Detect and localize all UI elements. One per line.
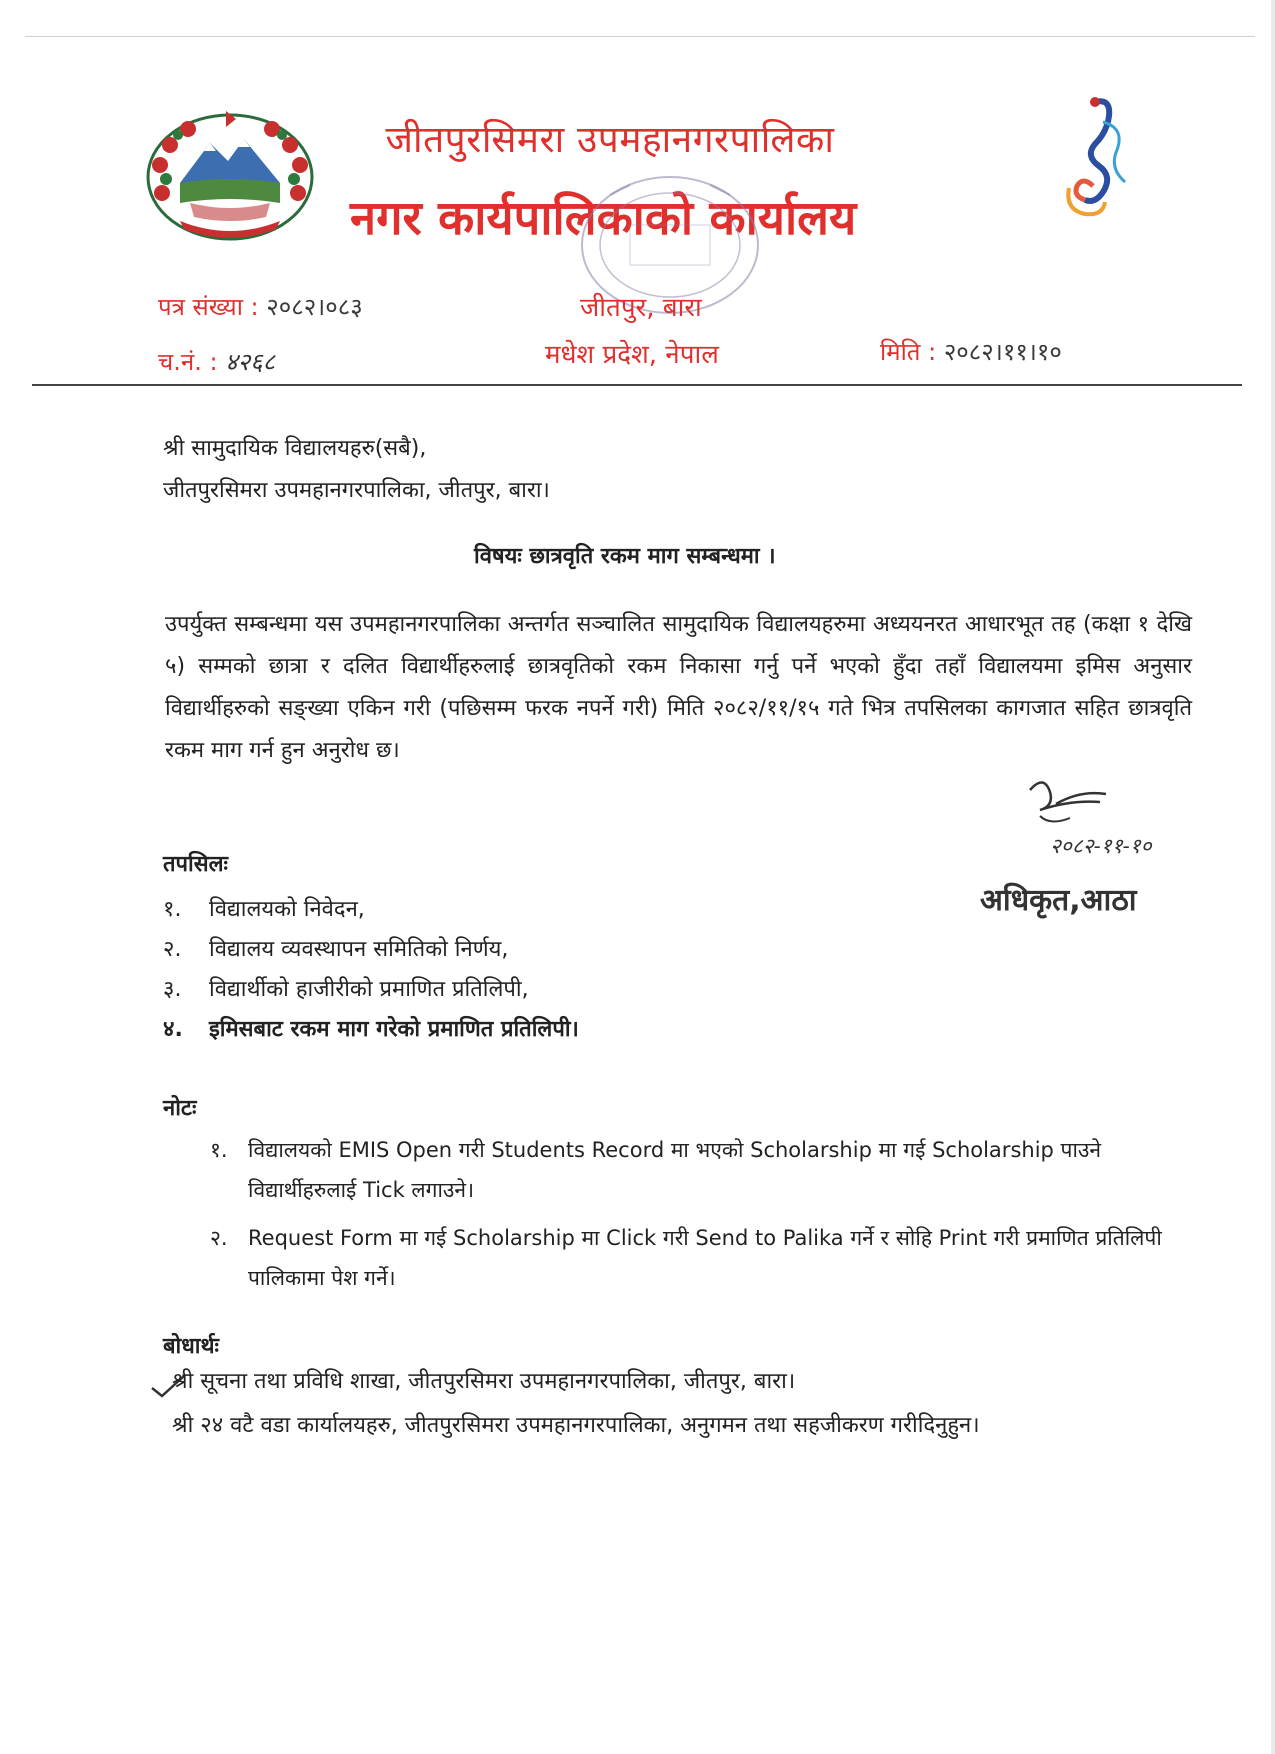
list-item: ३. विद्यार्थीको हाजीरीको प्रमाणित प्रतिलिपी, (163, 977, 529, 1002)
letter-body: उपर्युक्त सम्बन्धमा यस उपमहानगरपालिका अन्तर्गत सञ्चालित सामुदायिक विद्यालयहरुमा अध्ययनरत आधारभूत तह (कक्षा १ देखि ५) सम्मको छात्रा र दलित विद्यार्थीहरुलाई छात्रवृतिको रकम निकासा गर्नु पर्ने भएको हुँदा तहाँ विद्यालयमा इमिस अनुसार विद्यार्थीहरुको सङ्ख्या एकिन गरी (पछिसम्म फरक नपर्ने गरी) मिति २०८२/११/१५ गते भित्र तपसिलका कागजात सहित छात्रवृति रकम माग गर्न हुन अनुरोध छ। (165, 612, 1192, 763)
cc-label: बोधार्थः (163, 1334, 219, 1359)
recipient-line-1: श्री सामुदायिक विद्यालयहरु(सबै), (163, 436, 427, 461)
list-item: १. विद्यालयको निवेदन, (163, 897, 365, 922)
list-item: २. विद्यालय व्यवस्थापन समितिको निर्णय, (163, 937, 509, 962)
dispatch-number-value: ४२६८ (225, 348, 276, 376)
signatory-title: अधिकृत,आठा (980, 883, 1137, 918)
office-province: मधेश प्रदेश, नेपाल (545, 340, 719, 370)
list-item: २. Request Form मा गई Scholarship मा Click गरी Send to Palika गर्ने र सोहि Print गरी प्रमाणित प्रतिलिपी पालिकामा पेश गर्ने। (210, 1226, 1162, 1290)
header-divider (32, 384, 1242, 386)
notes-label: नोटः (163, 1096, 197, 1121)
list-item: ४. इमिसबाट रकम माग गरेको प्रमाणित प्रतिलिपी। (163, 1017, 579, 1042)
letter-date-value: २०८२।११।१० (943, 338, 1062, 366)
dispatch-number-label: च.नं. : (158, 348, 218, 376)
letter-date-label: मिति : (880, 338, 937, 366)
cc-line-2: श्री २४ वटै वडा कार्यालयहरु, जीतपुरसिमरा उपमहानगरपालिका, अनुगमन तथा सहजीकरण गरीदिनुहुन। (172, 1413, 980, 1438)
cc-line-1: श्री सूचना तथा प्रविधि शाखा, जीतपुरसिमरा उपमहानगरपालिका, जीतपुर, बारा। (172, 1369, 796, 1394)
scan-edge (1271, 0, 1275, 1754)
top-scan-line (25, 36, 1255, 37)
office-city: जीतपुर, बारा (580, 293, 702, 323)
office-title: नगर कार्यपालिकाको कार्यालय (350, 191, 857, 246)
list-item: १. विद्यालयको EMIS Open गरी Students Record मा भएको Scholarship मा गई Scholarship पाउने विद्यार्थीहरुलाई Tick लगाउने। (210, 1138, 1102, 1202)
nepal-emblem-icon (140, 105, 320, 245)
letter-number-label: पत्र संख्या : (158, 293, 259, 321)
letter-date (880, 335, 1062, 368)
dispatch-number (158, 345, 275, 378)
notes-list (210, 1130, 1200, 1306)
municipality-title: जीतपुरसिमरा उपमहानगरपालिका (385, 118, 835, 161)
recipient-line-2: जीतपुरसिमरा उपमहानगरपालिका, जीतपुर, बारा। (163, 478, 550, 503)
attachments-label: तपसिलः (163, 852, 228, 877)
letter-subject: विषयः छात्रवृति रकम माग सम्बन्धमा । (474, 544, 776, 569)
signature-date: २०८२-११-१० (1050, 834, 1152, 858)
attachments-list (163, 890, 579, 1050)
letter-number (158, 290, 363, 323)
letter-number-value: २०८२।०८३ (266, 293, 363, 321)
